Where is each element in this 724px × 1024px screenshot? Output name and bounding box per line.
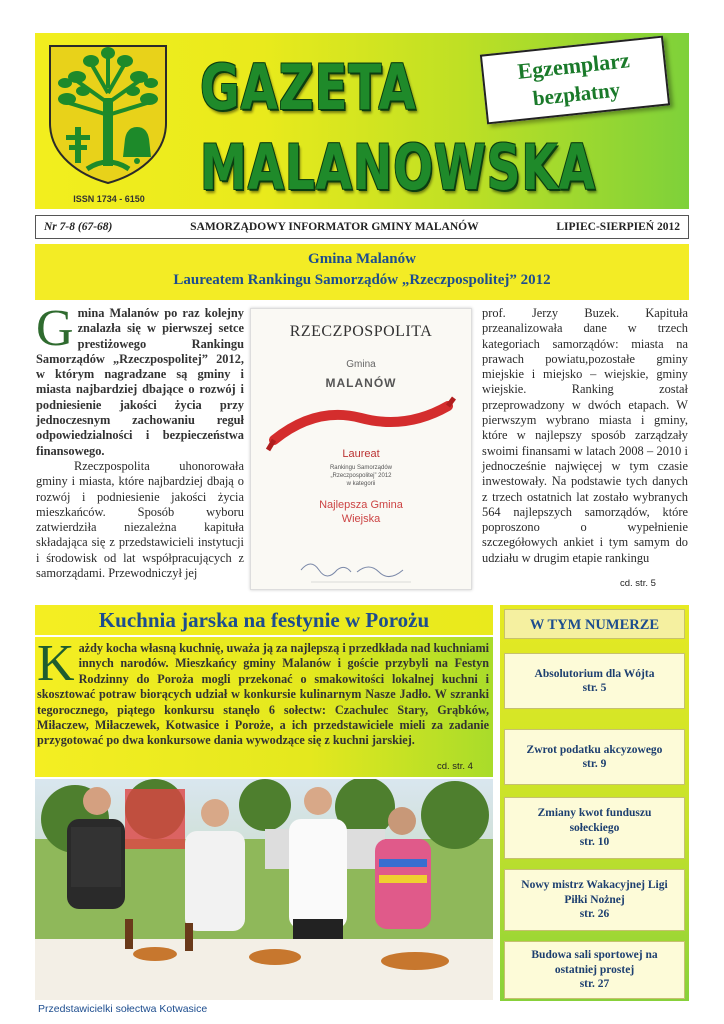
free-copy-badge [480,36,670,125]
toc-item-title: Budowa sali sportowej na ostatniej prostej [531,949,658,976]
second-article-heading: Kuchnia jarska na festynie w Porożu [35,605,493,635]
toc-item-title: Zwrot podatku akcyzowego [526,743,663,756]
issn: ISSN 1734 - 6150 [73,194,145,204]
toc-item[interactable] [504,941,685,999]
certificate-ranking-line2: „Rzeczpospolitej” 2012 [330,473,392,479]
dropcap: G [36,300,74,357]
second-article-paragraph: ażdy kocha własną kuchnię, uważa ją za najlepszą i przedkłada nad kuchniami innych narodów. Mieszkańcy gminy Malanów i goście przybyli na Festyn Rodzinny do Poroża mogli przekonać o smakowitości lokalnej kuchni i skosztować potraw biorących udział w konkursie kulinarnym Nasze Jadło. W szranki tegorocznego, piątego konkursu stanęło 6 sołectw: Czachulec Stary, Grąbków, Miłaczew, Miłaczewek, Kotwasice i Poroże, a ich przedstawiciele mieli za zadanie przygotować po dwa konkursowe dania wywodzące się z kuchni jarskiej. [37,641,489,748]
certificate-gmina-name: MALANÓW [325,376,397,390]
toc-item[interactable] [504,797,685,859]
toc-item-page: str. 9 [582,758,607,770]
second-article-body [35,637,493,777]
toc-item-title: Zmiany kwot funduszu sołeckiego [537,807,652,834]
coat-of-arms-icon [47,43,169,185]
lead-article-column3: prof. Jerzy Buzek. Kapituła przeanalizowała dane w trzech kategoriach samorządów: miasta na prawach powiatu,pozostałe gminy miejskie i miejsko – wiejskie, gminy wiejskie. Ranking został przeprowadzony w dwóch etapach. W pierwszym wybrano miasta i gminy, które w najlepszy sposób zarządzały swoimi finansami w latach 2008 – 2010 i jednocześnie najwięcej w tym czasie inwestowały. Na podstawie tych danych z trzech ostatnich lat zostało wybranych 564 najlepszych samorządów, które poproszono o wypełnienie szczegółowych ankiet i tym samym do udziału w drugim etapie rankingu [482,306,688,565]
certificate-image [250,308,472,590]
second-article-text [37,635,489,749]
toc-item-page: str. 27 [579,978,610,991]
lead-article-paragraph: Rzeczpospolita uhonorowała gminy i miasta, które najbardziej dbają o rozwój i podniesienie jakości życia mieszkańców. Sposób wyboru zatwierdziła niezależna kapituła składająca się z przedstawicieli instytucji i środowisk od lat współpracujących z samorządami. Przewodniczył jej [36,458,244,581]
festival-photo-image [35,779,493,1000]
in-this-issue-heading: W TYM NUMERZE [504,609,685,639]
masthead [35,33,689,209]
certificate-ranking-line3: w kategorii [346,481,376,487]
signature-image [281,550,441,590]
lead-article-heading1: Gmina Malanów [308,251,416,267]
certificate-gmina-label: Gmina [346,359,376,370]
festival-photo [35,779,493,1000]
issue-number: Nr 7-8 (67-68) [44,221,113,233]
toc-item[interactable] [504,869,685,931]
in-this-issue-box [500,605,689,1001]
dropcap: K [37,635,75,692]
toc-item-title: Nowy mistrz Wakacyjnej Ligi Piłki Nożnej [521,879,668,906]
certificate-brand: RZECZPOSPOLITA [289,323,433,340]
masthead-title-line1: GAZETA [200,51,417,124]
toc-item[interactable] [504,729,685,785]
continued-on-page-4[interactable]: cd. str. 4 [437,761,473,772]
toc-item-page: str. 5 [582,682,607,694]
publication-subtitle: SAMORZĄDOWY INFORMATOR GMINY MALANÓW [190,221,479,233]
continued-on-page-5[interactable]: cd. str. 5 [620,578,656,589]
free-copy-line1: Egzemplarz [516,47,631,84]
lead-article-column1 [36,300,244,581]
toc-item[interactable] [504,653,685,709]
issue-info-bar [35,215,689,239]
certificate-laureat: Laureat [342,448,380,460]
photo-caption: Przedstawicielki sołectwa Kotwasice [38,1003,208,1015]
lead-article-header [35,244,689,300]
certificate-category-line1: Najlepsza Gmina [319,499,403,511]
toc-item-title: Absolutorium dla Wójta [534,667,655,680]
ribbon-icon [266,396,456,454]
masthead-title-line2: MALANOWSKA [200,131,596,204]
certificate-ranking-line1: Rankingu Samorządów [329,465,393,471]
toc-item-page: str. 26 [579,908,610,921]
lead-article-heading2: Laureatem Rankingu Samorządów „Rzeczpospolitej” 2012 [173,272,551,288]
lead-article-intro: mina Malanów po raz kolejny znalazła się w pierwszej setce prestiżowego Rankingu Samorządów „Rzeczpospolitej” 2012, w którym nagradzane są gminy i miasta najbardziej dbające o rozwój i podniesienie jakości życia przy jednoczesnym zachowaniu reguł odpowiedzialności i bezpieczeństwa finansowego. [36,306,244,458]
issue-date: LIPIEC-SIERPIEŃ 2012 [556,221,680,233]
certificate-category-line2: Wiejska [341,513,381,525]
toc-item-page: str. 10 [579,836,610,849]
free-copy-line2: bezpłatny [531,77,622,111]
